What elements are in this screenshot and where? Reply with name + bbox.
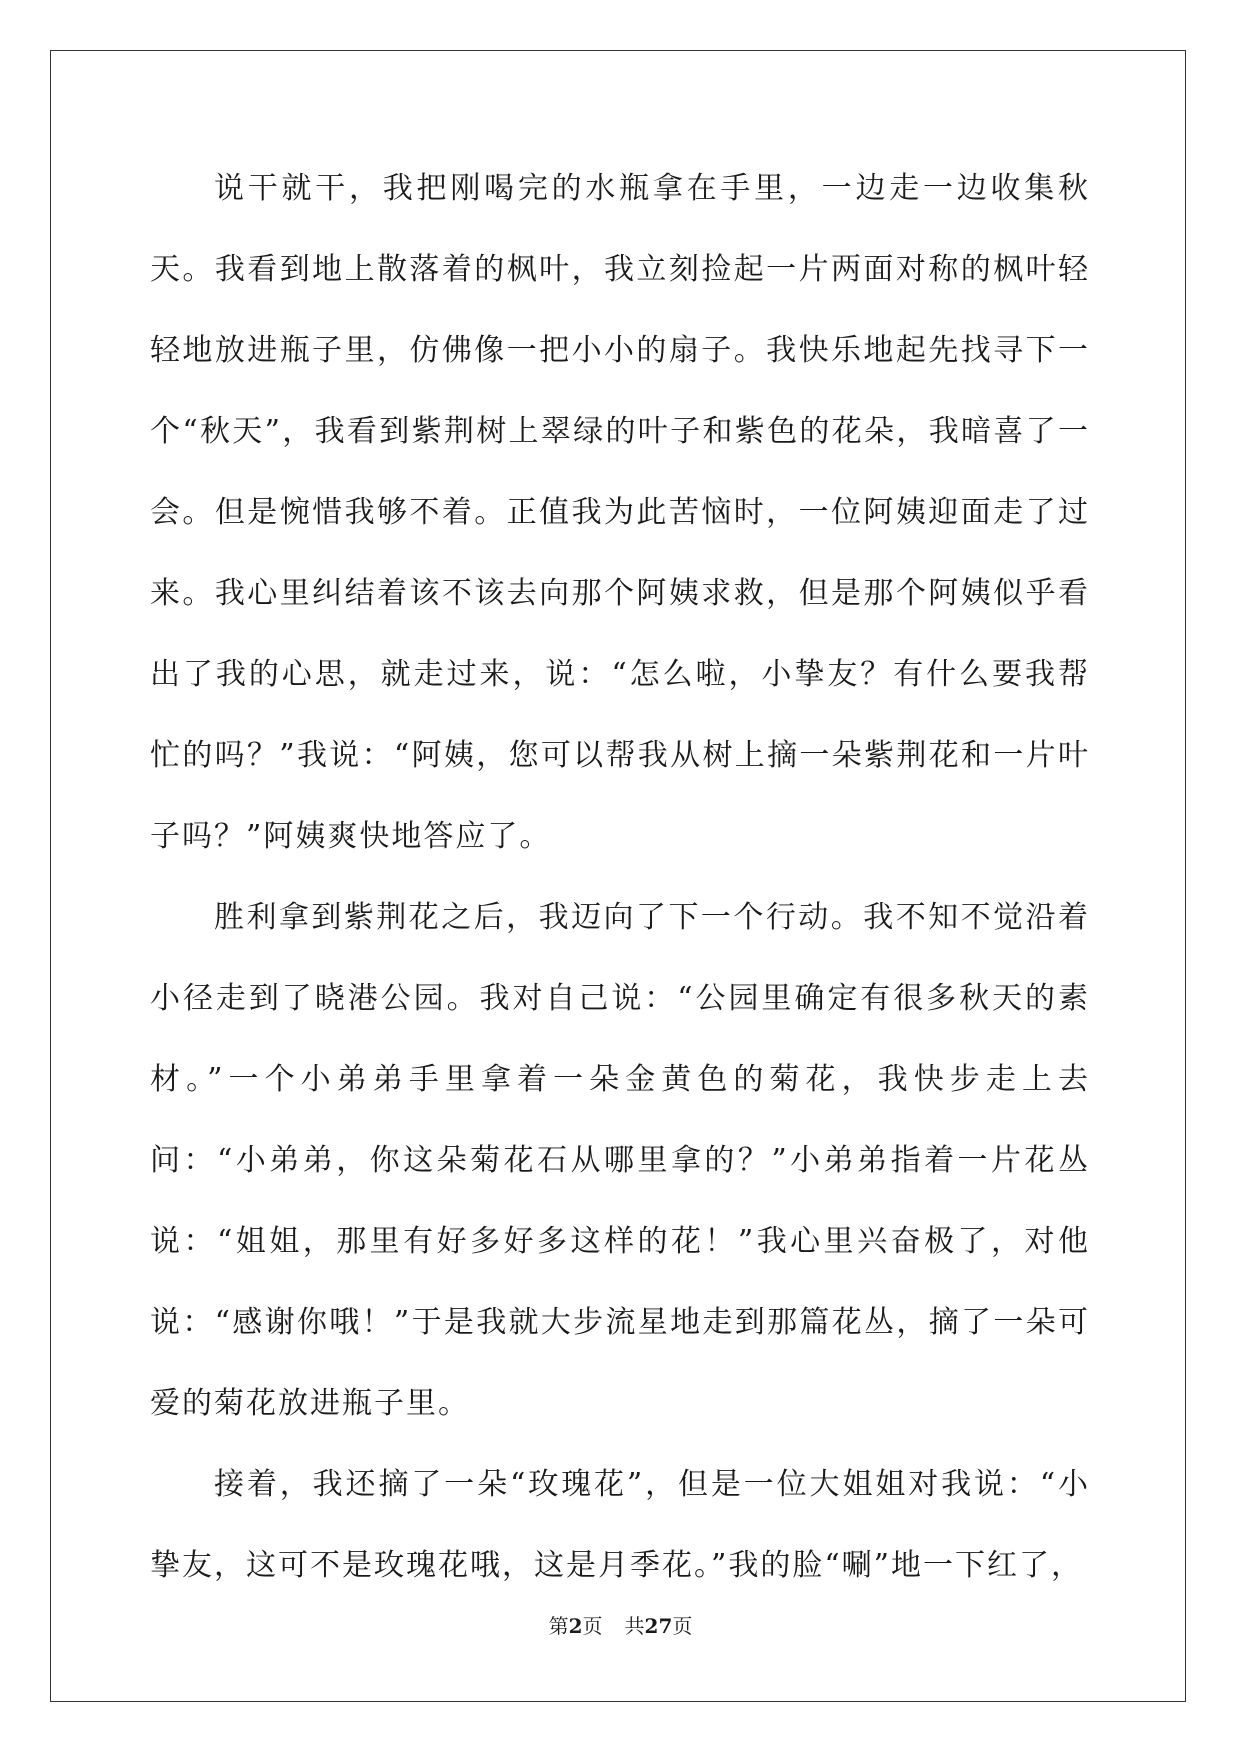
document-body bbox=[150, 148, 1090, 1606]
page-suffix: 页 bbox=[582, 1614, 603, 1638]
total-pages: 27 bbox=[644, 1614, 673, 1638]
total-prefix: 共 bbox=[624, 1614, 645, 1638]
page-footer bbox=[0, 1610, 1241, 1639]
total-suffix: 页 bbox=[672, 1614, 693, 1638]
paragraph-3: 接着，我还摘了一朵“玫瑰花”，但是一位大姐姐对我说：“小挚友，这可不是玫瑰花哦，这是月季花。”我的脸“唰”地一下红了， bbox=[150, 1467, 1090, 1583]
page-prefix: 第 bbox=[548, 1614, 569, 1638]
paragraph-1: 说干就干，我把刚喝完的水瓶拿在手里，一边走一边收集秋天。我看到地上散落着的枫叶，我立刻捡起一片两面对称的枫叶轻轻地放进瓶子里，仿佛像一把小小的扇子。我快乐地起先找寻下一个“秋天”，我看到紫荆树上翠绿的叶子和紫色的花朵，我暗喜了一会。但是惋惜我够不着。正值我为此苦恼时，一位阿姨迎面走了过来。我心里纠结着该不该去向那个阿姨求救，但是那个阿姨似乎看出了我的心思，就走过来，说：“怎么啦，小挚友？有什么要我帮忙的吗？”我说：“阿姨，您可以帮我从树上摘一朵紫荆花和一片叶子吗？”阿姨爽快地答应了。 bbox=[150, 171, 1090, 854]
page-number: 2 bbox=[568, 1614, 583, 1638]
paragraph-2: 胜利拿到紫荆花之后，我迈向了下一个行动。我不知不觉沿着小径走到了晓港公园。我对自己说：“公园里确定有很多秋天的素材。”一个小弟弟手里拿着一朵金黄色的菊花，我快步走上去问：“小弟弟，你这朵菊花石从哪里拿的？”小弟弟指着一片花丛说：“姐姐，那里有好多好多这样的花！”我心里兴奋极了，对他说：“感谢你哦！”于是我就大步流星地走到那篇花丛，摘了一朵可爱的菊花放进瓶子里。 bbox=[150, 900, 1090, 1421]
